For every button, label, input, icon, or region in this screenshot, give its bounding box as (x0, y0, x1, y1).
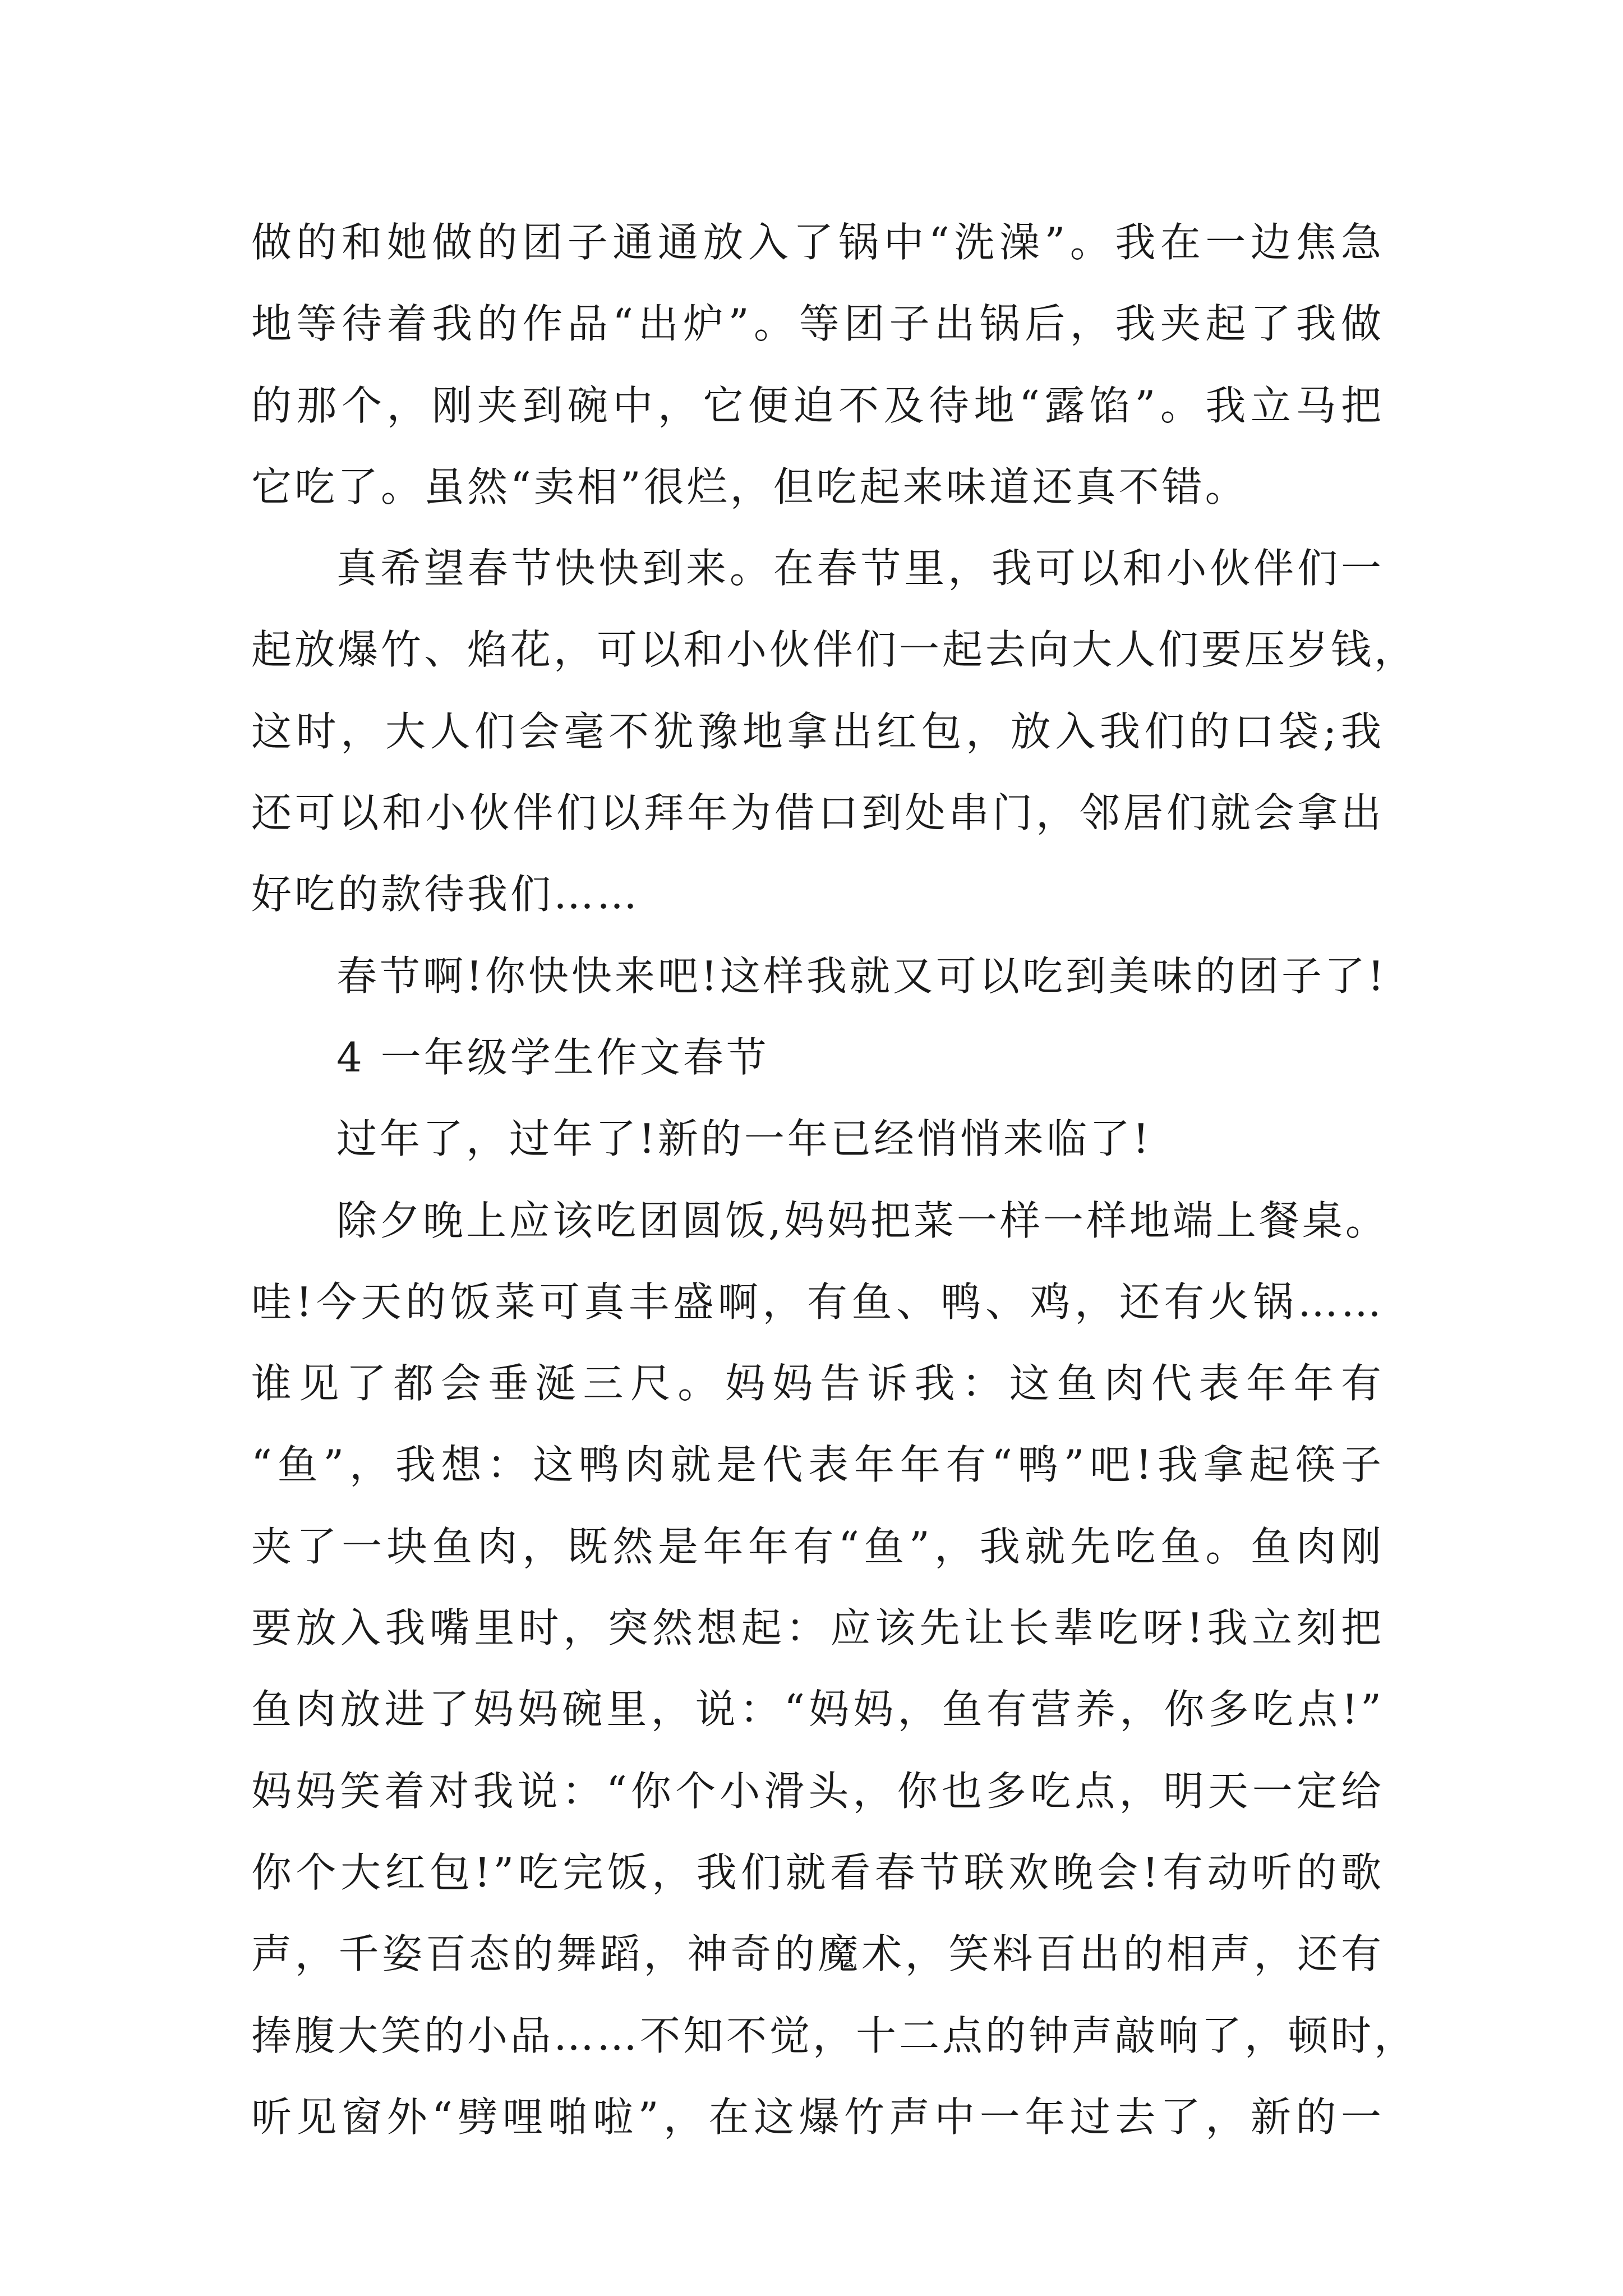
text-line: 谁见了都会垂涎三尺。妈妈告诉我：这鱼肉代表年年有 (251, 1360, 1384, 1407)
text-line: 还可以和小伙伴们以拜年为借口到处串门，邻居们就会拿出 (251, 789, 1384, 837)
paragraph-start-line: 除夕晚上应该吃团圆饭,妈妈把菜一样一样地端上餐桌。 (336, 1197, 1389, 1244)
text-line: 听见窗外“劈哩啪啦”，在这爆竹声中一年过去了，新的一 (251, 2093, 1384, 2141)
text-line: 好吃的款待我们…… (251, 871, 640, 918)
text-line: 起放爆竹、焰花，可以和小伙伴们一起去向大人们要压岁钱， (251, 626, 1418, 674)
text-line: 做的和她做的团子通通放入了锅中“洗澡”。我在一边焦急 (251, 219, 1384, 266)
text-line: 鱼肉放进了妈妈碗里，说：“妈妈，鱼有营养，你多吃点!” (251, 1686, 1384, 1733)
text-line: 它吃了。虽然“卖相”很烂，但吃起来味道还真不错。 (251, 463, 1248, 510)
text-line: 这时，大人们会毫不犹豫地拿出红包，放入我们的口袋;我 (251, 707, 1384, 755)
text-line: 捧腹大笑的小品……不知不觉，十二点的钟声敲响了，顿时， (251, 2012, 1418, 2059)
text-line: 声，千姿百态的舞蹈，神奇的魔术，笑料百出的相声，还有 (251, 1930, 1384, 1978)
section-heading: 4 一年级学生作文春节 (336, 1033, 769, 1081)
text-line: 的那个，刚夹到碗中，它便迫不及待地“露馅”。我立马把 (251, 381, 1384, 429)
text-line: 妈妈笑着对我说：“你个小滑头，你也多吃点，明天一定给 (251, 1767, 1384, 1815)
text-line: 夹了一块鱼肉，既然是年年有“鱼”，我就先吃鱼。鱼肉刚 (251, 1522, 1384, 1570)
paragraph-start-line: 过年了，过年了!新的一年已经悄悄来临了! (336, 1115, 1152, 1163)
text-line: 你个大红包!”吃完饭，我们就看春节联欢晚会!有动听的歌 (251, 1848, 1384, 1896)
paragraph-start-line: 真希望春节快快到来。在春节里，我可以和小伙伴们一 (336, 545, 1384, 592)
text-line: 地等待着我的作品“出炉”。等团子出锅后，我夹起了我做 (251, 300, 1384, 348)
paragraph-start-line: 春节啊!你快快来吧!这样我就又可以吃到美味的团子了! (336, 952, 1387, 1000)
text-line: “鱼”，我想：这鸭肉就是代表年年有“鸭”吧!我拿起筷子 (251, 1441, 1384, 1489)
text-line: 哇!今天的饭菜可真丰盛啊，有鱼、鸭、鸡，还有火锅…… (251, 1278, 1384, 1326)
document-body (251, 202, 1418, 2158)
text-line: 要放入我嘴里时，突然想起：应该先让长辈吃呀!我立刻把 (251, 1604, 1384, 1652)
